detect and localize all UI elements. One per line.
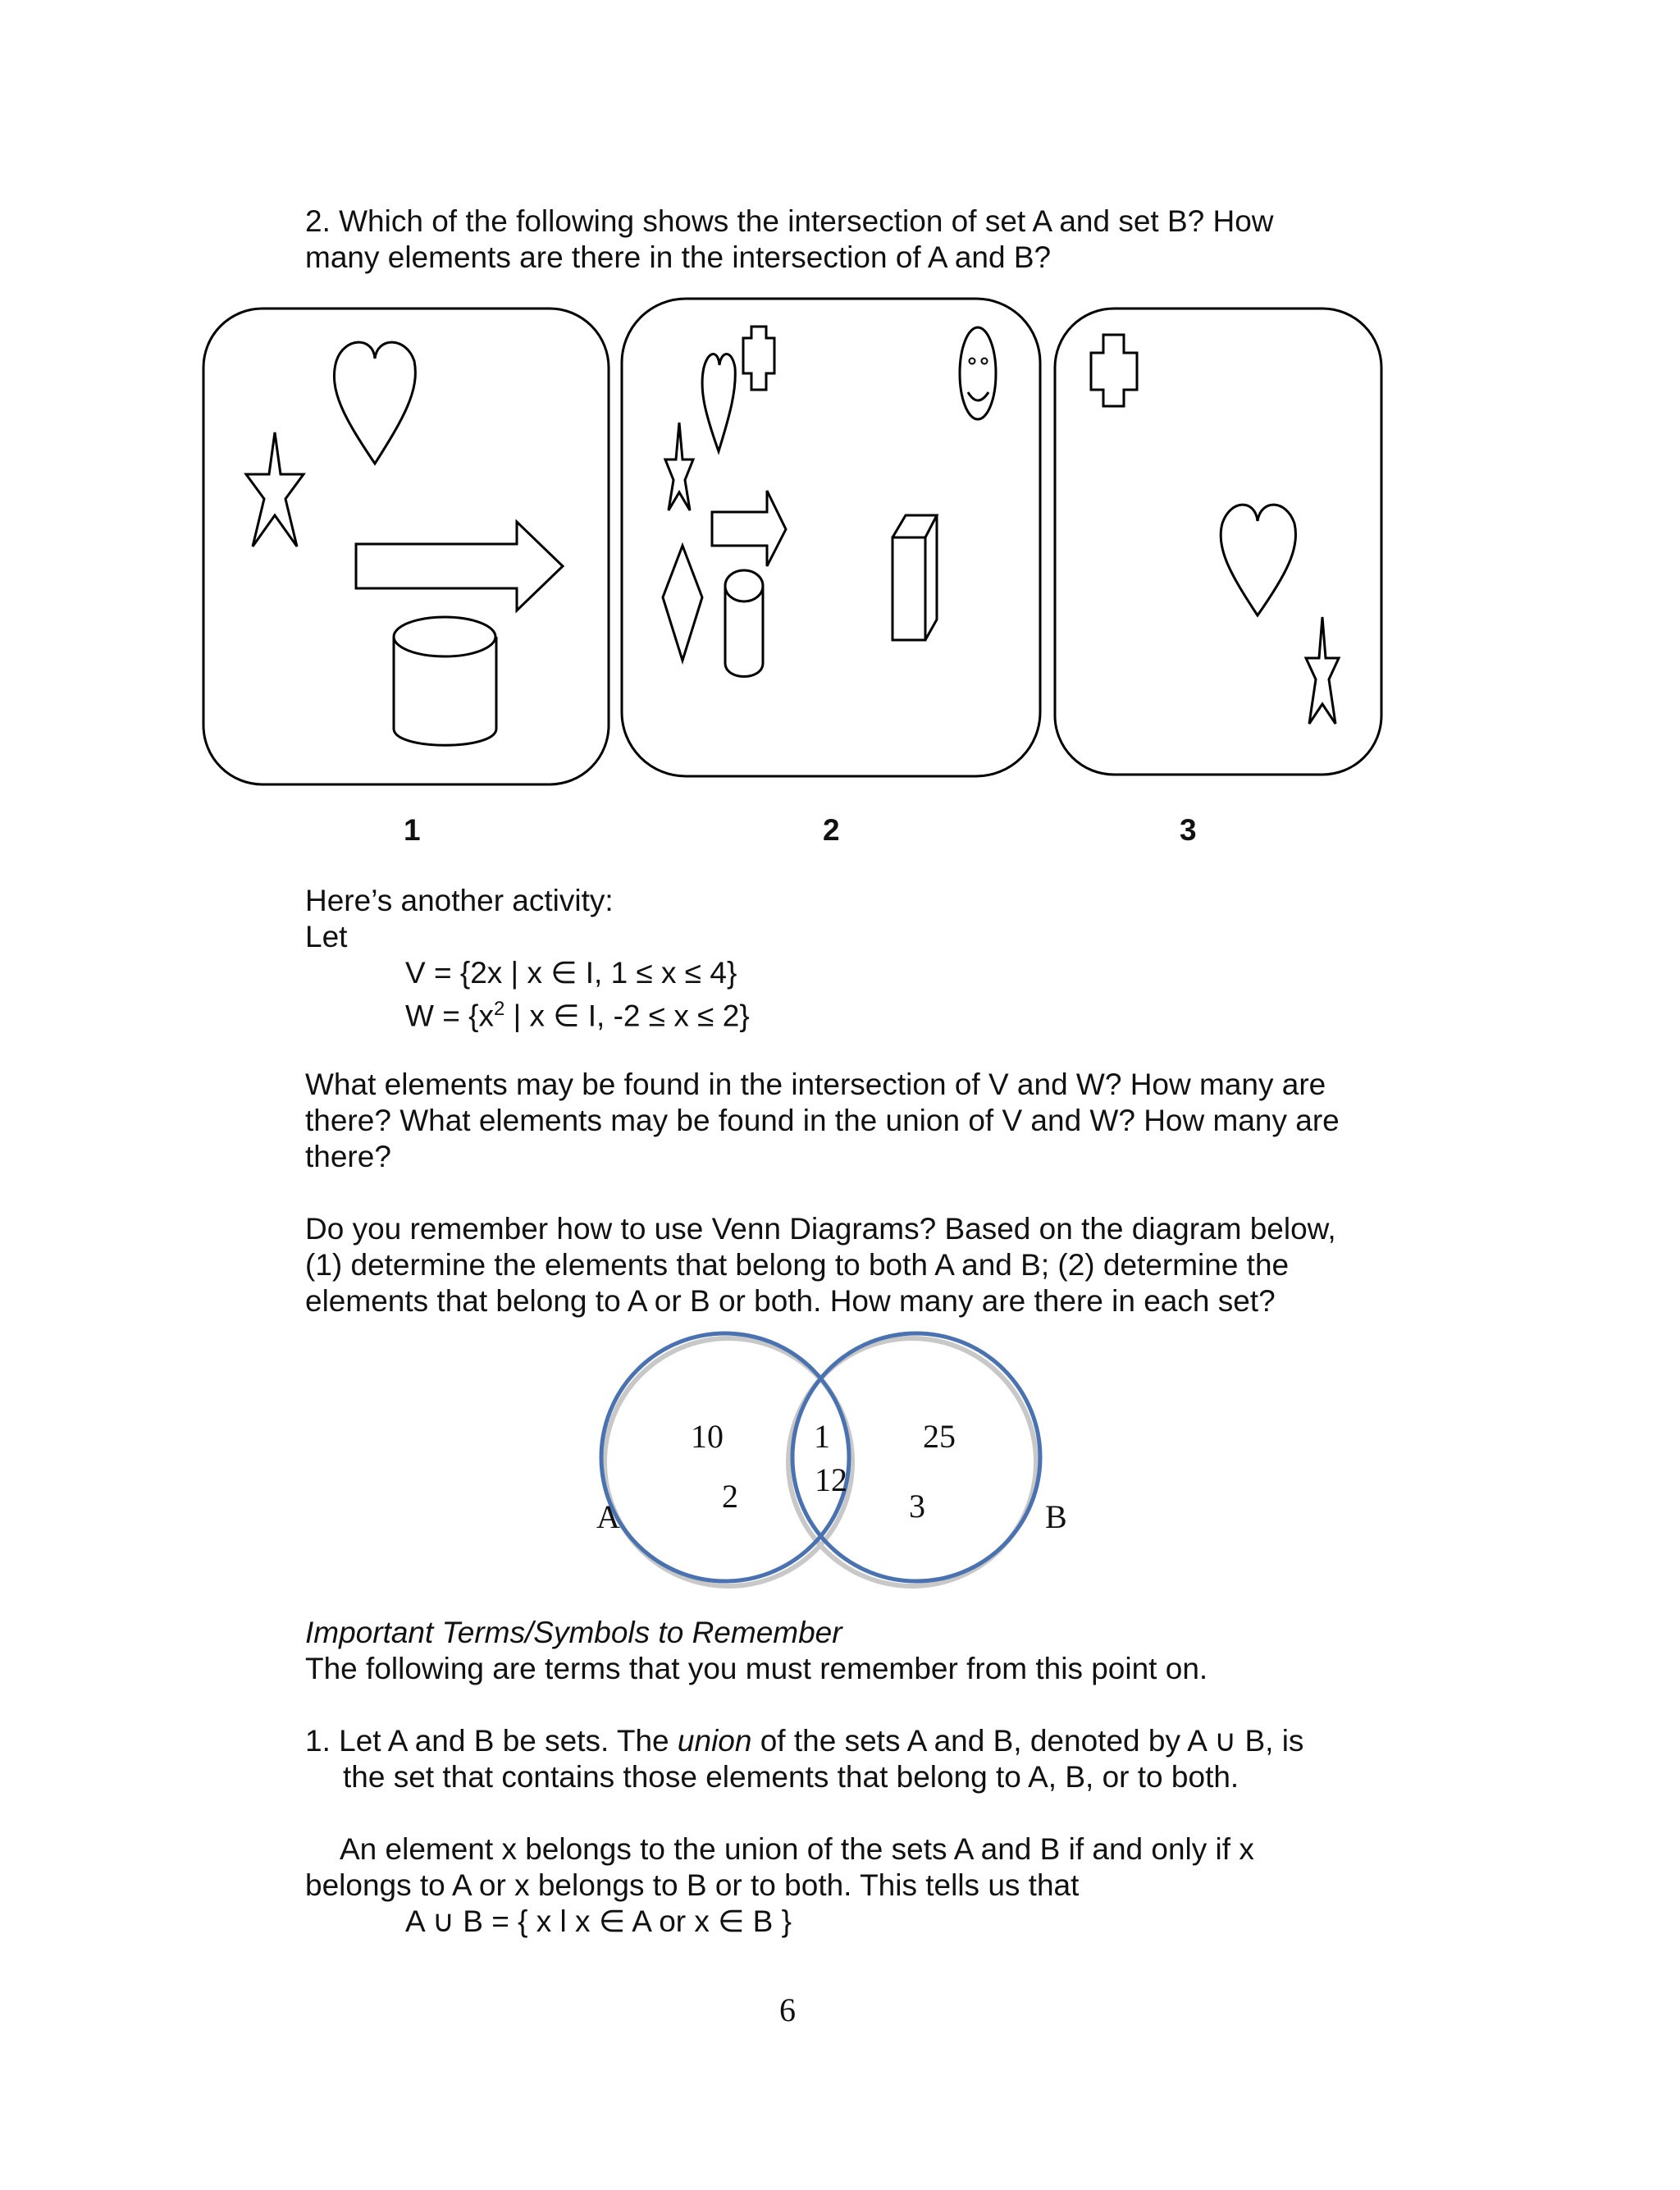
- venn-intro-line-1: Do you remember how to use Venn Diagrams? Based on the diagram below,: [305, 1212, 1336, 1246]
- definition-1-line-2: the set that contains those elements that belong to A, B, or to both.: [343, 1760, 1239, 1794]
- union-formula: A ∪ B = { x l x ∈ A or x ∈ B }: [405, 1904, 792, 1938]
- option-label-1: 1: [404, 813, 421, 847]
- venn-label-b: B: [1045, 1498, 1067, 1535]
- arrow-icon: [356, 522, 563, 610]
- option-label-3: 3: [1180, 813, 1197, 847]
- definition-1-line-1: 1. Let A and B be sets. The union of the sets A and B, denoted by A ∪ B, is: [305, 1724, 1304, 1758]
- activity-question-line-1: What elements may be found in the intersection of V and W? How many are: [305, 1068, 1326, 1101]
- terms-subheading: The following are terms that you must remember from this point on.: [305, 1652, 1208, 1685]
- venn-circle-a: [601, 1333, 849, 1581]
- diamond-icon: [663, 546, 702, 661]
- activity-intro: Here’s another activity:: [305, 884, 614, 917]
- page-number: 6: [779, 1991, 796, 2028]
- set-v-definition: V = {2x | x ∈ I, 1 ≤ x ≤ 4}: [405, 956, 737, 990]
- question-2-line-1: 2. Which of the following shows the intersection of set A and set B? How: [305, 204, 1274, 238]
- smiley-icon: [960, 327, 996, 419]
- venn-b-only-value: 25: [923, 1418, 956, 1455]
- venn-diagram: [601, 1333, 1040, 1586]
- union-paragraph-line-1: An element x belongs to the union of the sets A and B if and only if x: [340, 1832, 1254, 1866]
- venn-circle-b: [792, 1333, 1040, 1581]
- venn-a-only-value: 2: [722, 1478, 738, 1515]
- star-icon: [1306, 617, 1339, 724]
- venn-a-only-value: 10: [691, 1418, 724, 1455]
- venn-intro-line-3: elements that belong to A or B or both. How many are there in each set?: [305, 1284, 1276, 1318]
- venn-intro-line-2: (1) determine the elements that belong to both A and B; (2) determine the: [305, 1248, 1290, 1282]
- star-icon: [665, 423, 693, 510]
- activity-question-line-2: there? What elements may be found in the union of V and W? How many are: [305, 1104, 1340, 1137]
- prism-icon: [892, 515, 937, 640]
- heart-icon: [1221, 505, 1295, 615]
- union-paragraph-line-2: belongs to A or x belongs to B or to both. This tells us that: [305, 1868, 1080, 1902]
- question-2-line-2: many elements are there in the intersection of A and B?: [305, 240, 1052, 274]
- set-w-definition: $W = \{x^2$ | x ∈ I, -2 ≤ x ≤ 2}: [405, 998, 750, 1033]
- option-label-2: 2: [823, 813, 840, 847]
- cross-icon: [743, 327, 774, 390]
- arrow-icon: [712, 491, 786, 566]
- terms-heading: Important Terms/Symbols to Remember: [305, 1616, 842, 1649]
- activity-let: Let: [305, 920, 348, 953]
- cylinder-icon: [725, 570, 763, 677]
- heart-icon: [702, 354, 735, 452]
- cylinder-icon: [394, 617, 496, 745]
- star-icon: [246, 432, 304, 546]
- heart-icon: [334, 342, 415, 464]
- venn-both-value: 12: [815, 1461, 847, 1498]
- cross-icon: [1091, 335, 1137, 406]
- figure-box-1: [203, 309, 609, 784]
- figure-box-2: [622, 299, 1040, 776]
- venn-b-only-value: 3: [909, 1488, 925, 1525]
- activity-question-line-3: there?: [305, 1140, 391, 1173]
- venn-label-a: A: [596, 1498, 620, 1535]
- venn-both-value: 1: [814, 1418, 830, 1455]
